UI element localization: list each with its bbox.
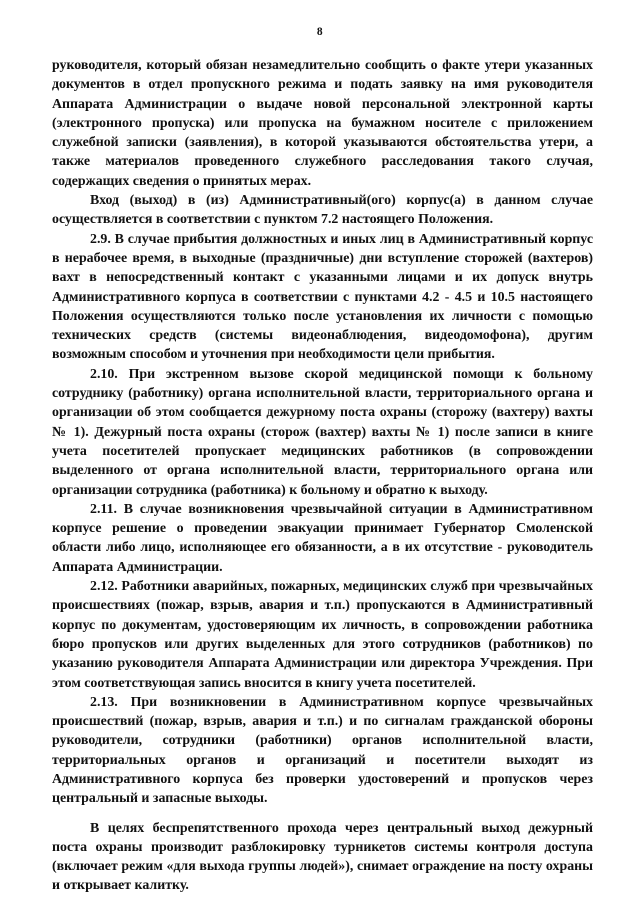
paragraph-2-12: 2.12. Работники аварийных, пожарных, медицинских служб при чрезвычайных происшествиях (пожар, взрыв, авария и т.п.) пропускаются в Административный корпус по документам, удостоверяющим их личность, в сопровождении работника бюро пропусков или других выделенных для этого сотрудников (работников) по указанию руководителя Аппарата Администрации или директора Учреждения. При этом соответствующая запись вносится в книгу учета посетителей. bbox=[52, 579, 593, 691]
paragraph-entry-exit: Вход (выход) в (из) Административный(ого) корпус(а) в данном случае осуществляется в соответствии с пунктом 7.2 настоящего Положения. bbox=[52, 193, 593, 228]
paragraph-lost-pass-continuation: руководителя, который обязан незамедлительно сообщить о факте утери указанных документов в отдел пропускного режима и подать заявку на имя руководителя Аппарата Администрации о выдаче новой персональной электронной карты (электронного пропуска) или пропуска на бумажном носителе с приложением служебной записки (заявления), в которой указываются обстоятельства утери, а также материалов проведенного служебного расследования такого случая, содержащих сведения о принятых мерах. bbox=[52, 58, 593, 189]
page-number: 8 bbox=[316, 26, 324, 38]
paragraph-2-11: 2.11. В случае возникновения чрезвычайной ситуации в Административном корпусе решение о проведении эвакуации принимает Губернатор Смоленской области либо лицо, исполняющее его обязанности, а в их отсутствие - руководитель Аппарата Администрации. bbox=[52, 501, 593, 575]
paragraph-2-13: 2.13. При возникновении в Административном корпусе чрезвычайных происшествий (пожар, взрыв, авария и т.п.) и по сигналам гражданской обороны руководители, сотрудники (работники) органов исполнительной власти, территориальных органов и организаций и посетители выходят из Административного корпуса без проверки удостоверений и пропусков через центральный и запасные выходы. bbox=[52, 694, 593, 807]
paragraph-central-exit: В целях беспрепятственного прохода через центральный выход дежурный поста охраны производит разблокировку турникетов системы контроля доступа (включает режим «для выхода группы людей»), снимает ограждение на посту охраны и открывает калитку. bbox=[52, 820, 593, 894]
paragraph-2-10: 2.10. При экстренном вызове скорой медицинской помощи к больному сотруднику (работнику) органа исполнительной власти, территориального органа и организации об этом сообщается дежурному поста охраны (сторожу (вахтеру) вахты № 1). Дежурный поста охраны (сторож (вахтер) вахты № 1) после записи в книге учета посетителей пропускает медицинских работников (в сопровождении выделенного от органа исполнительной власти, территориального органа или организации сотрудника (работника) к больному и обратно к выходу. bbox=[52, 366, 593, 498]
document-body bbox=[52, 56, 593, 896]
paragraph-2-9: 2.9. В случае прибытия должностных и иных лиц в Административный корпус в нерабочее время, в выходные (праздничные) дни вступление сторожей (вахтеров) вахт в непосредственный контакт с указанными лицами и их допуск внутрь Административного корпуса в соответствии с пунктами 4.2 - 4.5 и 10.5 настоящего Положения осуществляются только после установления их личности с помощью технических средств (системы видеонаблюдения, видеодомофона), другим возможным способом и уточнения при необходимости цели прибытия. bbox=[52, 231, 593, 363]
